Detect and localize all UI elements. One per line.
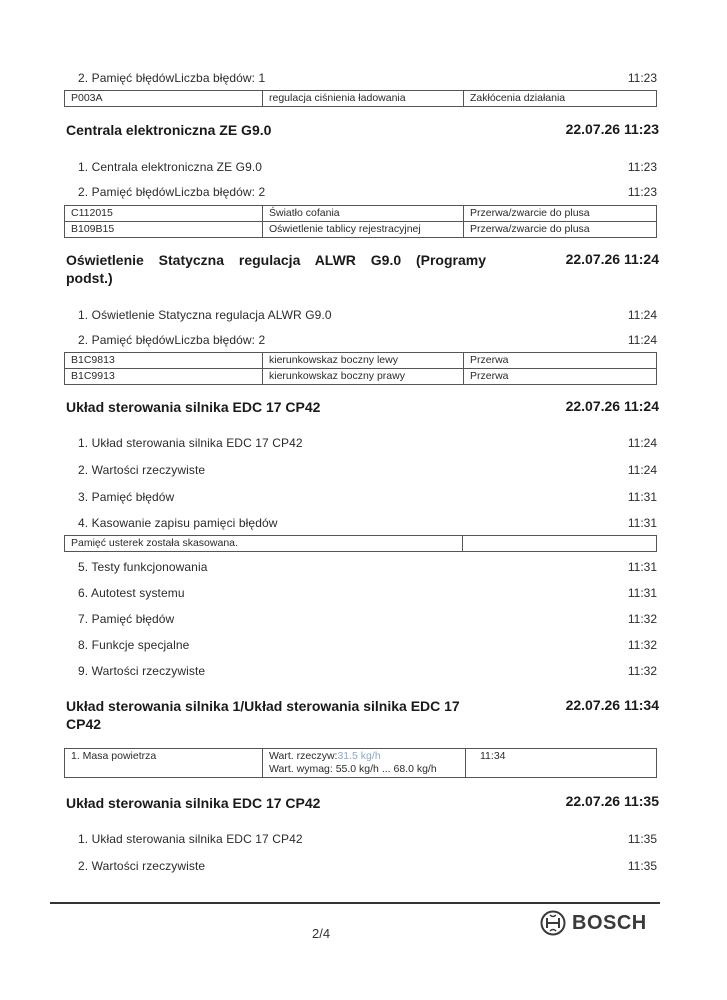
measurement-values: [263, 749, 466, 778]
item-time: 11:24: [627, 463, 657, 477]
actual-value-label: Wart. rzeczyw:: [269, 750, 338, 762]
fault-type: Zakłócenia działania: [464, 91, 657, 107]
item-time: 11:31: [627, 586, 657, 600]
list-item: 1. Układ sterowania silnika EDC 17 CP42: [78, 436, 303, 450]
fault-description: regulacja ciśnienia ładowania: [263, 91, 464, 107]
section-title-continued: podst.): [66, 270, 113, 286]
section-title-continued: CP42: [66, 716, 102, 732]
item-time: 11:32: [627, 638, 657, 652]
required-value: Wart. wymag: 55.0 kg/h ... 68.0 kg/h: [269, 763, 437, 775]
fault-description: Światło cofania: [263, 206, 464, 222]
table-row: [65, 206, 657, 222]
note-table: [64, 535, 657, 552]
fault-type: Przerwa: [464, 353, 657, 369]
fault-description: kierunkowskaz boczny lewy: [263, 353, 464, 369]
item-time: 11:32: [627, 612, 657, 626]
item-time: 11:31: [627, 560, 657, 574]
table-row: [65, 91, 657, 107]
table-row: [65, 536, 657, 552]
section-title: Układ sterowania silnika 1/Układ sterowania silnika EDC 17: [66, 698, 460, 714]
list-item: 1. Układ sterowania silnika EDC 17 CP42: [78, 832, 303, 846]
note-text: Pamięć usterek została skasowana.: [65, 536, 463, 552]
item-time: 11:24: [627, 436, 657, 450]
table-row: [65, 222, 657, 238]
list-item: 9. Wartości rzeczywiste: [78, 664, 206, 678]
fault-code: B1C9913: [65, 369, 263, 385]
bosch-armature-icon: [540, 910, 566, 936]
section-datetime: 22.07.26 11:34: [565, 697, 659, 713]
item-time: 11:32: [627, 664, 657, 678]
fault-code: C112015: [65, 206, 263, 222]
fault-type: Przerwa/zwarcie do plusa: [464, 206, 657, 222]
fault-table: [64, 205, 657, 238]
fault-description: Oświetlenie tablicy rejestracyjnej: [263, 222, 464, 238]
item-time: 11:23: [627, 160, 657, 174]
item-time: 11:23: [627, 185, 657, 199]
list-item: 2. Wartości rzeczywiste: [78, 859, 206, 873]
list-item: 2. Pamięć błędówLiczba błędów: 2: [78, 185, 266, 199]
measurement-time: 11:34: [466, 749, 657, 778]
fault-type: Przerwa/zwarcie do plusa: [464, 222, 657, 238]
fault-table: [64, 90, 657, 107]
actual-value: 31.5 kg/h: [337, 750, 381, 762]
brand-logo: [540, 910, 647, 936]
table-row: [65, 353, 657, 369]
fault-code: P003A: [65, 91, 263, 107]
measurement-table: [64, 748, 657, 778]
brand-name: BOSCH: [572, 911, 647, 934]
fault-code: B109B15: [65, 222, 263, 238]
list-item: 6. Autotest systemu: [78, 586, 185, 600]
list-item: 3. Pamięć błędów: [78, 490, 175, 504]
list-item: 8. Funkcje specjalne: [78, 638, 190, 652]
section-datetime: 22.07.26 11:35: [565, 793, 659, 809]
item-time: 11:24: [627, 308, 657, 322]
list-item: 1. Centrala elektroniczna ZE G9.0: [78, 160, 263, 174]
list-item: 2. Pamięć błędówLiczba błędów: 2: [78, 333, 266, 347]
item-time: 11:31: [627, 490, 657, 504]
item-time: 11:31: [627, 516, 657, 530]
section-datetime: 22.07.26 11:23: [565, 121, 659, 137]
section-title: Układ sterowania silnika EDC 17 CP42: [66, 795, 321, 811]
page-number: 2/4: [312, 926, 331, 941]
list-item: 2. Wartości rzeczywiste: [78, 463, 206, 477]
list-item: 4. Kasowanie zapisu pamięci błędów: [78, 516, 278, 530]
table-row: [65, 369, 657, 385]
empty-cell: [463, 536, 657, 552]
list-item: 2. Pamięć błędówLiczba błędów: 1: [78, 71, 266, 85]
fault-description: kierunkowskaz boczny prawy: [263, 369, 464, 385]
actual-value-line: [269, 750, 459, 763]
item-time: 11:35: [627, 832, 657, 846]
item-time: 11:23: [627, 71, 657, 85]
measurement-name: 1. Masa powietrza: [65, 749, 263, 778]
section-title: Układ sterowania silnika EDC 17 CP42: [66, 399, 321, 415]
section-datetime: 22.07.26 11:24: [565, 251, 659, 267]
section-title: Oświetlenie Statyczna regulacja ALWR G9.0 (Programy: [66, 252, 486, 268]
footer-divider: [50, 902, 660, 904]
fault-type: Przerwa: [464, 369, 657, 385]
fault-table: [64, 352, 657, 385]
section-title: Centrala elektroniczna ZE G9.0: [66, 122, 272, 138]
item-time: 11:24: [627, 333, 657, 347]
fault-code: B1C9813: [65, 353, 263, 369]
item-time: 11:35: [627, 859, 657, 873]
list-item: 7. Pamięć błędów: [78, 612, 175, 626]
list-item: 5. Testy funkcjonowania: [78, 560, 208, 574]
table-row: [65, 749, 657, 778]
list-item: 1. Oświetlenie Statyczna regulacja ALWR G9.0: [78, 308, 332, 322]
section-datetime: 22.07.26 11:24: [565, 398, 659, 414]
